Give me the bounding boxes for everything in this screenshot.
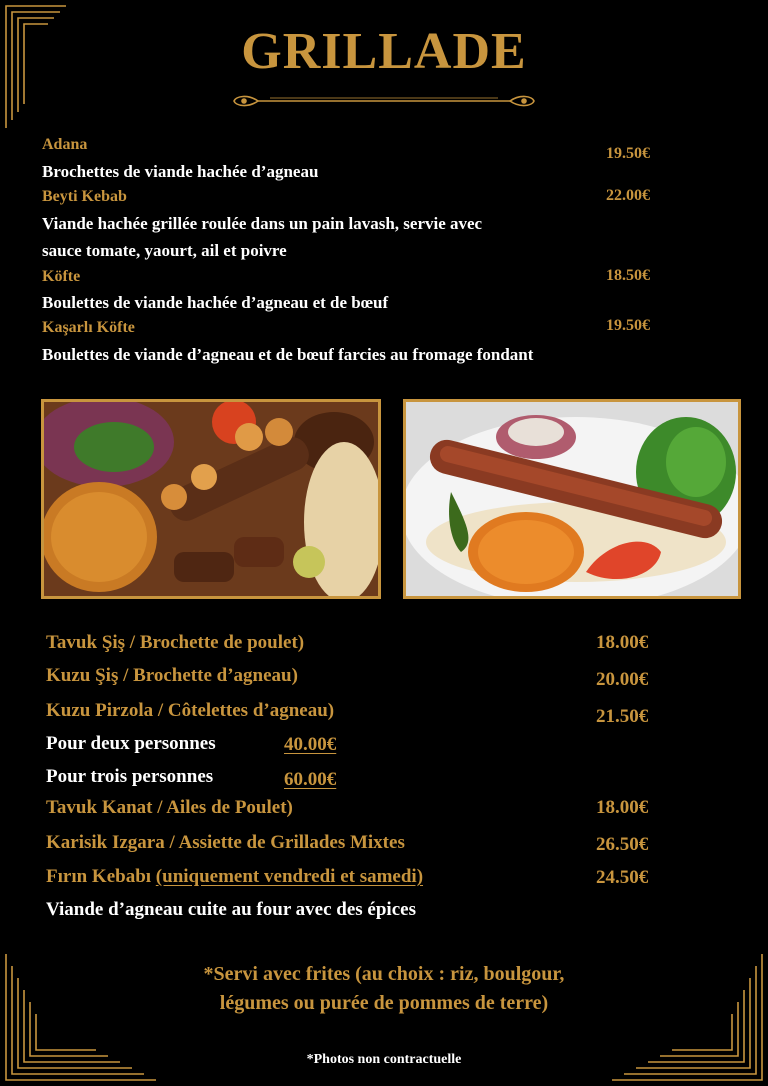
menu-price-firin-kebabi: 24.50€ [596,867,649,888]
menu-item-tavuk-kanat: Tavuk Kanat / Ailes de Poulet) [46,797,293,818]
item-name-beyti-kebab: Beyti Kebab [42,188,127,205]
adana-kebab-image [406,402,738,596]
item-description-kofte: Boulettes de viande hachée d’agneau et de bœuf [42,293,389,312]
item-name-kofte: Köfte [42,268,81,285]
item-price-adana: 19.50€ [606,145,650,162]
item-description-beyti-line1: Viande hachée grillée roulée dans un pain lavash, servie avec [42,214,483,233]
menu-item-firin-kebabi-name: Fırın Kebabı [46,866,152,887]
menu-item-kuzu-sis: Kuzu Şiş / Brochette d’agneau) [46,665,298,686]
menu-item-kuzu-pirzola: Kuzu Pirzola / Côtelettes d’agneau) [46,700,335,721]
food-photo-mixed-grill [41,399,381,599]
ornamental-divider [230,92,538,110]
item-description-kasarli-kofte: Boulettes de viande d’agneau et de bœuf farcies au fromage fondant [42,345,534,364]
menu-price-pour-trois: 60.00€ [284,769,337,790]
menu-item-firin-description: Viande d’agneau cuite au four avec des épices [46,899,416,920]
food-photo-adana-kebab [403,399,741,599]
item-name-adana: Adana [42,136,88,153]
menu-price-pour-deux: 40.00€ [284,734,337,755]
item-description-adana: Brochettes de viande hachée d’agneau [42,162,319,181]
side-dish-footnote [0,960,768,1018]
menu-item-pour-deux: Pour deux personnes [46,733,216,754]
menu-item-tavuk-sis: Tavuk Şiş / Brochette de poulet) [46,632,305,653]
footnote-line-2: légumes ou purée de pommes de terre) [219,992,549,1014]
page-title: GRILLADE [241,23,527,80]
item-name-kasarli-kofte: Kaşarlı Köfte [42,319,135,336]
menu-price-kuzu-sis: 20.00€ [596,669,649,690]
menu-price-kuzu-pirzola: 21.50€ [596,706,649,727]
menu-item-firin-kebabi-note: (uniquement vendredi et samedi) [155,866,424,887]
photo-disclaimer: *Photos non contractuelle [306,1052,462,1067]
item-price-kofte: 18.50€ [606,267,650,284]
item-description-beyti-line2: sauce tomate, yaourt, ail et poivre [42,241,287,260]
menu-item-firin-kebabi [46,866,423,888]
menu-item-pour-trois: Pour trois personnes [46,766,214,787]
menu-price-tavuk-kanat: 18.00€ [596,797,649,818]
item-price-beyti-kebab: 22.00€ [606,187,650,204]
mixed-grill-image [44,402,378,596]
footnote-line-1: *Servi avec frites (au choix : riz, boulgour, [203,963,565,985]
item-price-kasarli-kofte: 19.50€ [606,317,650,334]
menu-price-karisik-izgara: 26.50€ [596,834,649,855]
menu-price-tavuk-sis: 18.00€ [596,632,649,653]
menu-item-karisik-izgara: Karisik Izgara / Assiette de Grillades Mixtes [46,832,405,853]
